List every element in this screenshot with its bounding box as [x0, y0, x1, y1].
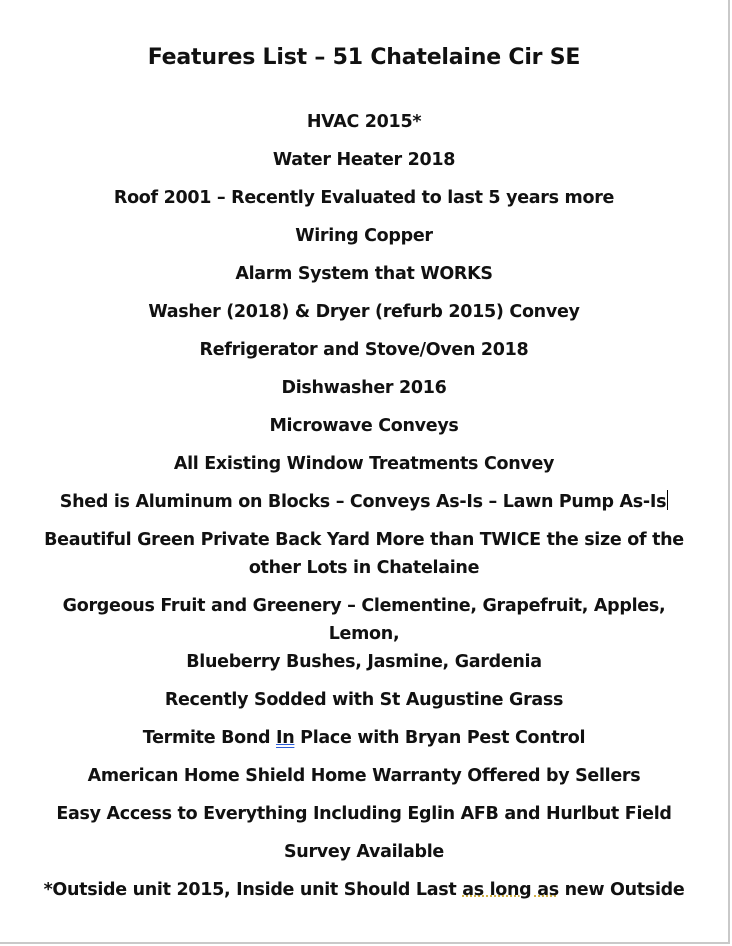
- footnote: [30, 876, 698, 904]
- grammar-flagged-word[interactable]: In: [276, 728, 295, 748]
- feature-wiring: Wiring Copper: [295, 226, 433, 246]
- feature-fruit-line2: Blueberry Bushes, Jasmine, Gardenia: [186, 652, 542, 672]
- feature-access: Easy Access to Everything Including Eglin AFB and Hurlbut Field: [56, 804, 672, 824]
- feature-fruit: [30, 592, 698, 676]
- feature-microwave: Microwave Conveys: [269, 416, 459, 436]
- footnote-before: *Outside unit 2015, Inside unit Should Last: [43, 880, 463, 900]
- feature-termite-before: Termite Bond: [142, 728, 277, 748]
- feature-fruit-line1: Gorgeous Fruit and Greenery – Clementine, Grapefruit, Apples, Lemon,: [62, 596, 666, 644]
- feature-warranty: American Home Shield Home Warranty Offered by Sellers: [87, 766, 641, 786]
- feature-termite-after: Place with Bryan Pest Control: [294, 728, 586, 748]
- feature-backyard: [30, 526, 698, 582]
- feature-shed: [30, 488, 698, 516]
- feature-backyard-line1: Beautiful Green Private Back Yard More than TWICE the size of the: [44, 530, 684, 550]
- style-flagged-phrase[interactable]: as long as: [462, 880, 559, 900]
- feature-dishwasher: Dishwasher 2016: [281, 378, 447, 398]
- feature-backyard-line2: other Lots in Chatelaine: [248, 558, 480, 578]
- text-cursor: [667, 490, 668, 510]
- footnote-after: new Outside: [558, 880, 685, 900]
- feature-fridge-stove: Refrigerator and Stove/Oven 2018: [199, 340, 529, 360]
- feature-window-treatments: All Existing Window Treatments Convey: [173, 454, 555, 474]
- feature-water-heater: Water Heater 2018: [272, 150, 456, 170]
- feature-shed-text: Shed is Aluminum on Blocks – Conveys As-Is – Lawn Pump As-Is: [59, 492, 667, 512]
- feature-survey: Survey Available: [283, 842, 444, 862]
- feature-hvac: HVAC 2015*: [306, 112, 422, 132]
- feature-termite: [30, 724, 698, 752]
- feature-alarm: Alarm System that WORKS: [235, 264, 493, 284]
- feature-roof: Roof 2001 – Recently Evaluated to last 5 years more: [113, 188, 615, 208]
- feature-washer-dryer: Washer (2018) & Dryer (refurb 2015) Convey: [148, 302, 580, 322]
- page-title: Features List – 51 Chatelaine Cir SE: [147, 45, 581, 70]
- feature-sod: Recently Sodded with St Augustine Grass: [164, 690, 564, 710]
- document-body: [30, 42, 698, 914]
